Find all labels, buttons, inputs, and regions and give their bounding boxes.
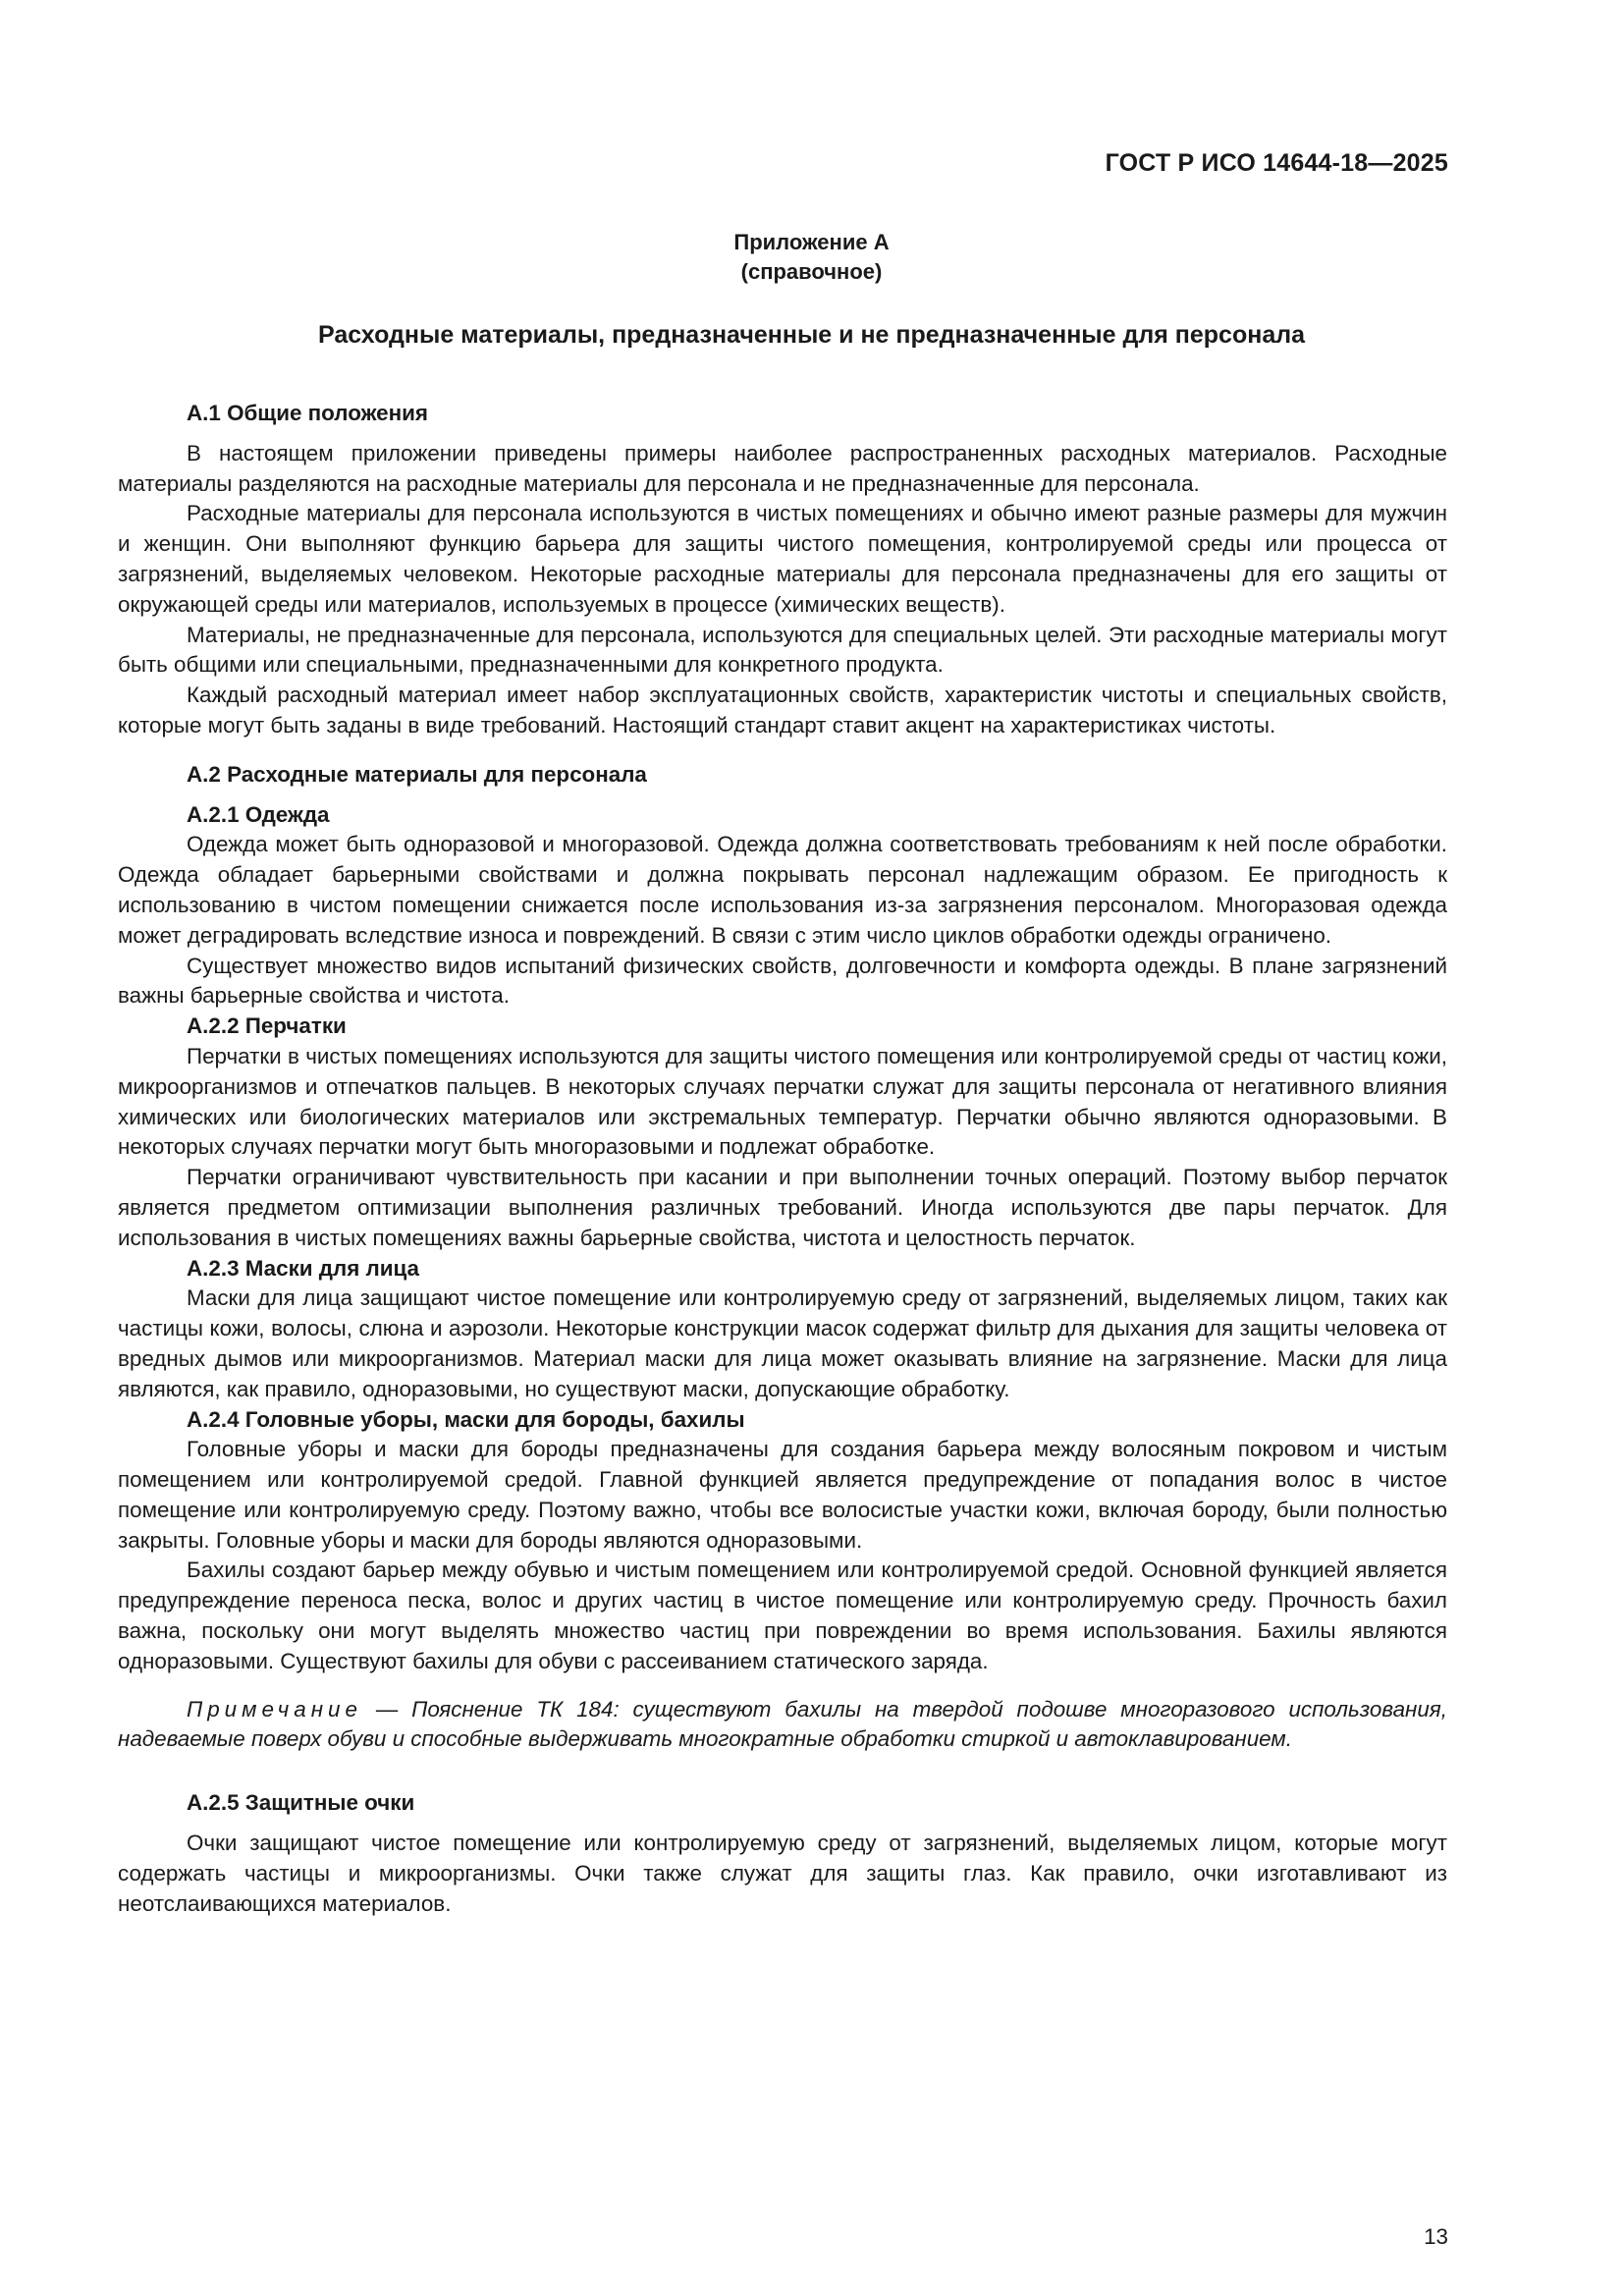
section-heading-a24: А.2.4 Головные уборы, маски для бороды, бахилы: [187, 1406, 745, 1432]
appendix-type: (справочное): [740, 259, 883, 284]
section-heading-a23: А.2.3 Маски для лица: [187, 1255, 419, 1281]
paragraph: Бахилы создают барьер между обувью и чистым помещением или контролируемой средой. Основной функцией является предупреждение переноса песка, волос и других частиц в чистое помещение или контролируемую среду. Прочность бахил важна, поскольку они могут выделять множество частиц при повреждении во время использования. Бахилы являются одноразовыми. Существуют бахилы для обуви с рассеиванием статического заряда.: [118, 1558, 1447, 1673]
paragraph: Перчатки в чистых помещениях используются для защиты чистого помещения или контролируемой среды от частиц кожи, микроорганизмов и отпечатков пальцев. В некоторых случаях перчатки служат для защиты персонала от негативного влияния химических или биологических материалов или экстремальных температур. Перчатки обычно являются одноразовыми. В некоторых случаях перчатки могут быть многоразовыми и подлежат обработке.: [118, 1043, 1447, 1160]
page-number: 13: [1424, 2224, 1448, 2249]
section-heading-a25: А.2.5 Защитные очки: [187, 1790, 415, 1816]
document-body: [118, 399, 1447, 1919]
paragraph: Каждый расходный материал имеет набор эксплуатационных свойств, характеристик чистоты и специальных свойств, которые могут быть заданы в виде требований. Настоящий стандарт ставит акцент на характеристиках чистоты.: [118, 683, 1447, 738]
appendix-heading: Расходные материалы, предназначенные и не предназначенные для персонала: [317, 321, 1306, 349]
section-heading-a22: А.2.2 Перчатки: [187, 1013, 347, 1039]
paragraph: Очки защищают чистое помещение или контролируемую среду от загрязнений, выделяемых лицом, которые могут содержать частицы и микроорганизмы. Очки также служат для защиты глаз. Как правило, очки изготавливают из неотслаивающихся материалов.: [118, 1831, 1447, 1916]
note: [118, 1695, 1447, 1756]
paragraph: Существует множество видов испытаний физических свойств, долговечности и комфорта одежды. В плане загрязнений важны барьерные свойства и чистота.: [118, 953, 1447, 1009]
section-heading-a2: А.2 Расходные материалы для персонала: [187, 761, 647, 787]
document-id: ГОСТ Р ИСО 14644-18—2025: [1105, 149, 1448, 177]
section-heading-a21: А.2.1 Одежда: [187, 801, 330, 827]
note-text: — Пояснение ТК 184: существуют бахилы на твердой подошве многоразового использования, надеваемые поверх обуви и способные выдерживать многократные обработки стиркой и автоклавированием.: [118, 1696, 1447, 1752]
section-heading-a1: А.1 Общие положения: [187, 401, 428, 425]
paragraph: Головные уборы и маски для бороды предназначены для создания барьера между волосяным покровом и чистым помещением или контролируемой средой. Главной функцией является предупреждение от попадания волос в чистое помещение или контролируемую среду. Поэтому важно, чтобы все волосистые участки кожи, включая бороду, были полностью закрыты. Головные уборы и маски для бороды являются одноразовыми.: [118, 1437, 1447, 1553]
paragraph: Перчатки ограничивают чувствительность при касании и при выполнении точных операций. Поэтому выбор перчаток является предметом оптимизации выполнения различных требований. Иногда используются две пары перчаток. Для использования в чистых помещениях важны барьерные свойства, чистота и целостность перчаток.: [118, 1165, 1447, 1250]
appendix-title: Приложение А: [733, 230, 890, 254]
paragraph: Одежда может быть одноразовой и многоразовой. Одежда должна соответствовать требованиям к ней после обработки. Одежда обладает барьерными свойствами и должна покрывать персонал надлежащим образом. Ее пригодность к использованию в чистом помещении снижается после использования из-за загрязнения персоналом. Многоразовая одежда может деградировать вследствие износа и повреждений. В связи с этим число циклов обработки одежды ограничено.: [118, 832, 1447, 948]
note-label: Примечание: [187, 1696, 362, 1722]
paragraph: Материалы, не предназначенные для персонала, используются для специальных целей. Эти расходные материалы могут быть общими или специальными, предназначенными для конкретного продукта.: [118, 622, 1447, 678]
paragraph: Маски для лица защищают чистое помещение или контролируемую среду от загрязнений, выделяемых лицом, таких как частицы кожи, волосы, слюна и аэрозоли. Некоторые конструкции масок содержат фильтр для дыхания для защиты человека от вредных дымов или микроорганизмов. Материал маски для лица может оказывать влияние на загрязнение. Маски для лица являются, как правило, одноразовыми, но существуют маски, допускающие обработку.: [118, 1285, 1447, 1401]
paragraph: Расходные материалы для персонала используются в чистых помещениях и обычно имеют разные размеры для мужчин и женщин. Они выполняют функцию барьера для защиты чистого помещения, контролируемой среды или процесса от загрязнений, выделяемых человеком. Некоторые расходные материалы для персонала предназначены для его защиты от окружающей среды или материалов, используемых в процессе (химических веществ).: [118, 501, 1447, 617]
appendix-title-block: [0, 228, 1623, 287]
paragraph: В настоящем приложении приведены примеры наиболее распространенных расходных материалов. Расходные материалы разделяются на расходные материалы для персонала и не предназначенные для персонала.: [118, 440, 1447, 496]
